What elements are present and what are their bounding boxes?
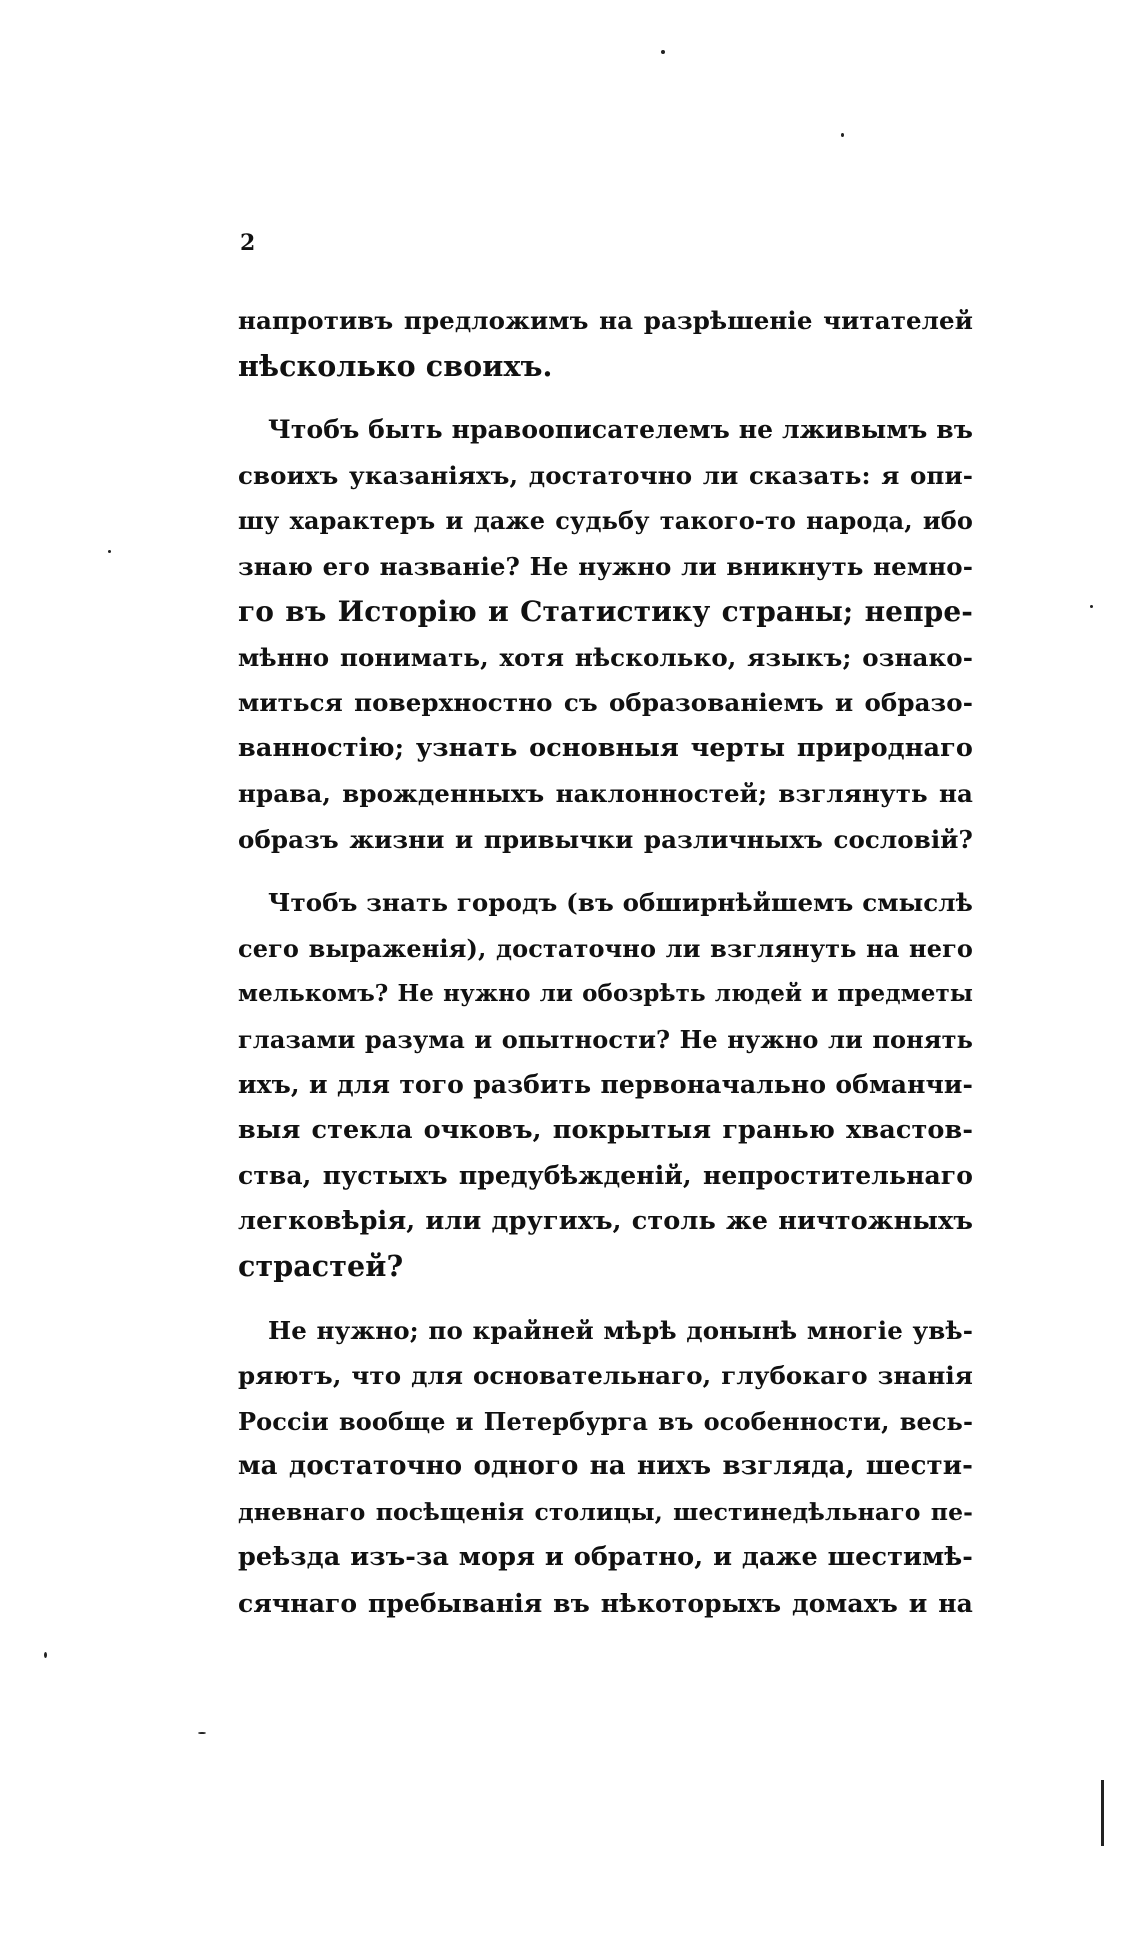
paragraph (238, 1308, 973, 1627)
body-text (238, 298, 973, 1626)
text-line: знаю его названіе? Не нужно ли вникнуть немно- (238, 551, 973, 581)
text-line: своихъ указаніяхъ, достаточно ли сказать: я опи- (238, 460, 973, 490)
scan-speck (44, 1652, 47, 1658)
text-line: миться поверхностно съ образованіемъ и образо- (238, 688, 973, 717)
text-line: глазами разума и опытности? Не нужно ли понять (238, 1024, 973, 1054)
paragraph (238, 298, 973, 389)
text-line: легковѣрія, или другихъ, столь же ничтожныхъ (238, 1205, 973, 1236)
text-line: ства, пустыхъ предубѣжденій, непростительнаго (238, 1161, 973, 1190)
text-line: страстей? (238, 1249, 404, 1283)
text-line: дневнаго посѣщенія столицы, шестинедѣльнаго пе- (238, 1497, 973, 1526)
text-line: ма достаточно одного на нихъ взгляда, шести- (238, 1451, 973, 1481)
scan-speck (198, 1732, 206, 1734)
text-line: Россіи вообще и Петербурга въ особенности, весь- (238, 1406, 973, 1436)
text-line: сячнаго пребыванія въ нѣкоторыхъ домахъ и на (238, 1588, 973, 1618)
text-line: ряютъ, что для основательнаго, глубокаго знанія (238, 1361, 973, 1390)
text-line: мелькомъ? Не нужно ли обозрѣть людей и предметы (238, 980, 973, 1007)
scan-speck (108, 550, 111, 553)
text-line: выя стекла очковъ, покрытыя гранью хвастов- (238, 1114, 973, 1145)
text-line: шу характеръ и даже судьбу такого-то народа, ибо (238, 506, 973, 535)
page-number: 2 (240, 230, 256, 256)
scan-speck (661, 50, 665, 54)
text-line: Чтобъ быть нравоописателемъ не лживымъ въ (268, 415, 973, 444)
text-line: реѣзда изъ-за моря и обратно, и даже шестимѣ- (238, 1542, 973, 1572)
paragraph-gap (238, 862, 973, 880)
page-edge-mark (1101, 1780, 1104, 1846)
text-line: мѣнно понимать, хотя нѣсколько, языкъ; ознако- (238, 642, 973, 672)
text-line: ванностію; узнать основныя черты природнаго (238, 732, 973, 763)
scan-speck (841, 133, 844, 137)
text-line: Не нужно; по крайней мѣрѣ донынѣ многіе увѣ- (268, 1315, 973, 1345)
text-line: ихъ, и для того разбить первоначально обманчи- (238, 1070, 973, 1099)
text-line: Чтобъ знать городъ (въ обширнѣйшемъ смыслѣ (268, 888, 973, 917)
text-line: нѣсколько своихъ. (238, 348, 553, 383)
text-line: напротивъ предложимъ на разрѣшеніе читателей (238, 306, 973, 335)
scan-speck (1090, 605, 1093, 608)
paragraph-gap (238, 389, 973, 407)
paragraph (238, 880, 973, 1290)
text-line: го въ Исторію и Статистику страны; непре- (238, 595, 973, 628)
text-line: нрава, врожденныхъ наклонностей; взглянуть на (238, 779, 973, 808)
paragraph (238, 407, 973, 862)
text-line: сего выраженія), достаточно ли взглянуть на него (238, 933, 973, 963)
paragraph-gap (238, 1290, 973, 1308)
text-line: образъ жизни и привычки различныхъ сословій? (238, 824, 973, 854)
